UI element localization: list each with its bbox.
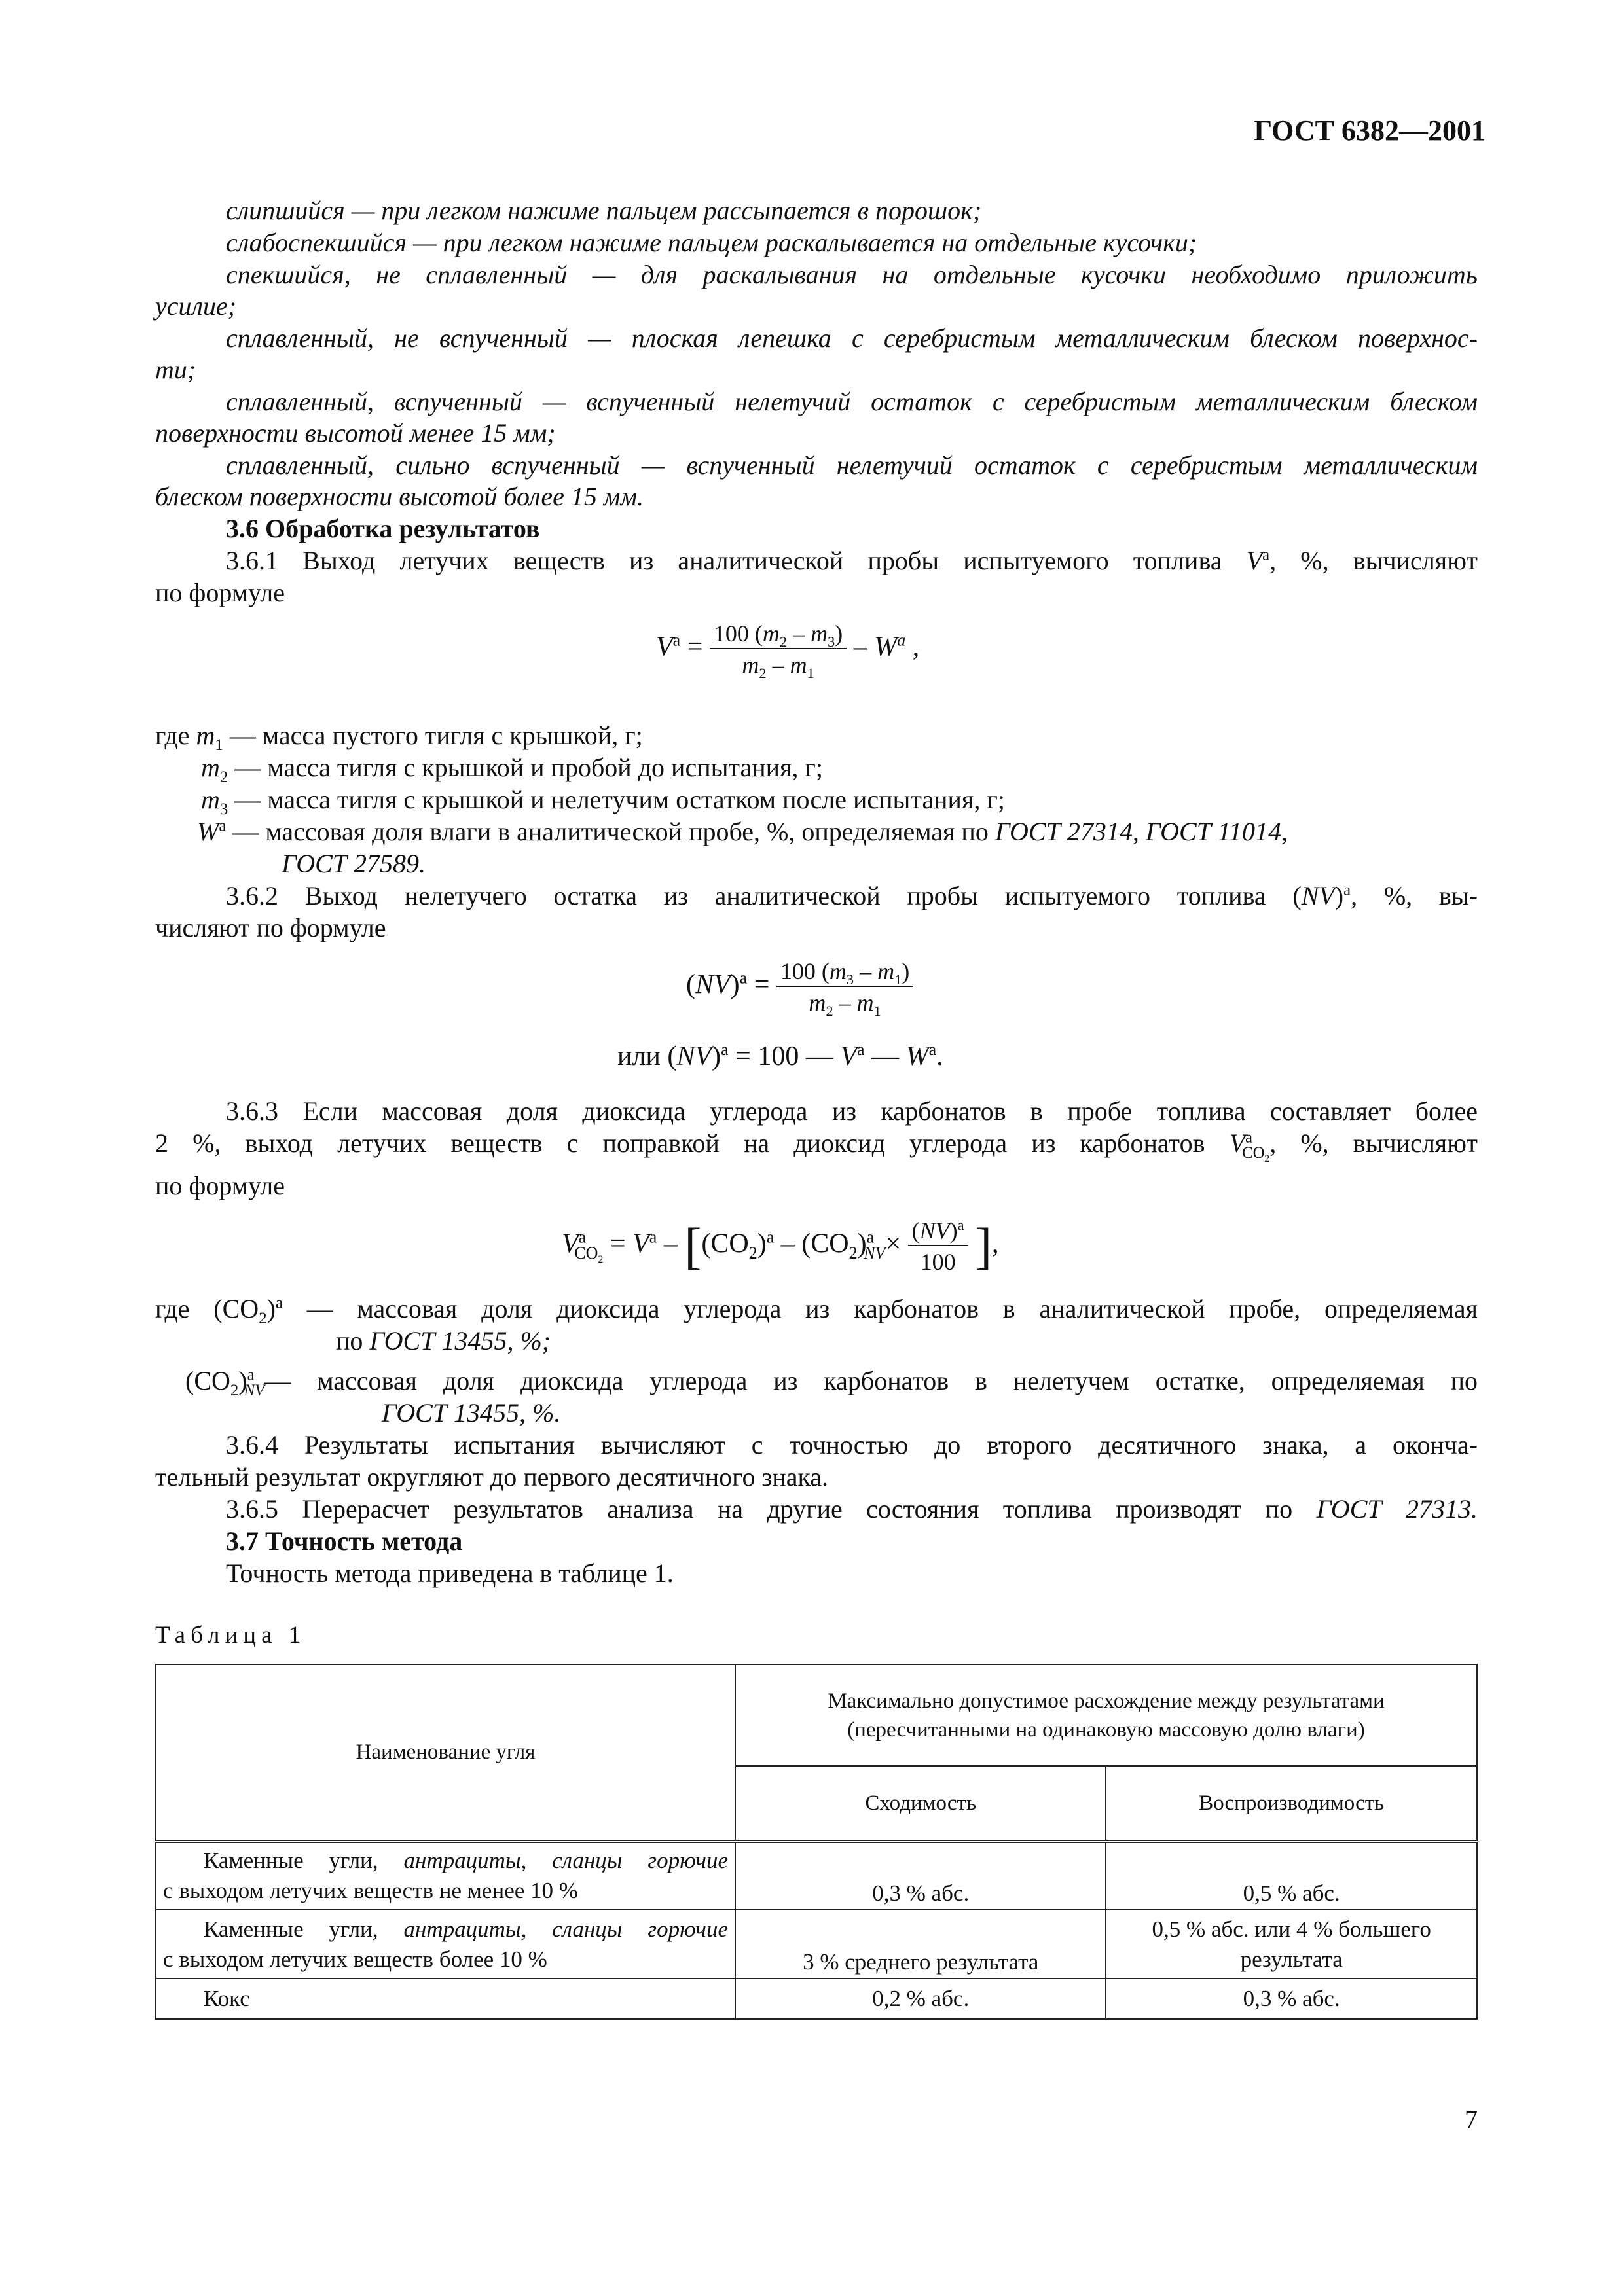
paragraph-line: по формуле — [155, 1171, 285, 1200]
table-cell: Кокс — [156, 1979, 735, 2019]
formula-nonvolatile-residue: (NV)$^a$ = $\frac{100 (m_3 - m_1)}{m_2 - m_1}$ — [686, 957, 913, 1017]
paragraph-3-6-1: 3.6.1 Выход летучих веществ из аналитической пробы испытуемого топлива $V^а$, %, вычисляют — [226, 546, 1478, 575]
formula-volatile-matter: $V^a$ = $\frac{100 (m_2 - m_3)}{m_2 - m_1}$ – $W^a$ , — [656, 620, 920, 682]
table-cell: 0,2 % абс. — [735, 1979, 1106, 2019]
paragraph-3-6-2: 3.6.2 Выход нелетучего остатка из аналитической пробы испытуемого топлива (NV)$^а$, %, вы- — [226, 881, 1478, 910]
where-co2: где $(CO_2)^a$ — массовая доля диоксида углерода из карбонатов в аналитической пробе, определяемая — [155, 1294, 1478, 1327]
residue-type-line: сплавленный, сильно вспученный — вспученный нелетучий остаток с серебристым металлическим — [226, 450, 1478, 480]
table-cell: Каменные угли, антрациты, сланцы горючие с выходом летучих веществ не менее 10 % — [156, 1841, 735, 1910]
residue-type-line: усилие; — [155, 291, 237, 321]
residue-type-line: блеском поверхности высотой более 15 мм. — [155, 482, 644, 511]
residue-type-line: сплавленный, не вспученный — плоская лепешка с серебристым металлическим блеском поверхнос- — [226, 323, 1478, 353]
residue-type-line: ти; — [155, 355, 196, 384]
where-m2: $m_2$ — масса тигля с крышкой и пробой до испытания, г; — [201, 753, 823, 786]
where-co2-nv-ref: ГОСТ 13455, %. — [382, 1398, 561, 1427]
table-cell: 0,5 % абс. — [1106, 1841, 1477, 1910]
paragraph-line: 2 %, выход летучих веществ с поправкой на диоксид углерода из карбонатов $V^a_{CO_2}$, %, вычисляют — [155, 1128, 1478, 1164]
section-heading: 3.6 Обработка результатов — [226, 514, 540, 543]
accuracy-table — [155, 1664, 1478, 2020]
residue-type-line: поверхности высотой менее 15 мм; — [155, 418, 556, 448]
column-header-convergence: Сходимость — [735, 1766, 1106, 1841]
residue-type-line: слабоспекшийся — при легком нажиме пальцем раскалывается на отдельные кусочки; — [226, 228, 1197, 257]
paragraph-3-7: Точность метода приведена в таблице 1. — [226, 1558, 674, 1588]
where-m1: где $m_1$ — масса пустого тигля с крышкой, г; — [155, 721, 643, 754]
paragraph-3-6-4: 3.6.4 Результаты испытания вычисляют с точностью до второго десятичного знака, а оконча- — [226, 1430, 1478, 1460]
table-cell: 0,3 % абс. — [735, 1841, 1106, 1910]
paragraph-line: по формуле — [155, 578, 285, 607]
formula-nonvolatile-alt: или (NV)$^a$ = 100 — $V^a$ — $W^a$. — [617, 1040, 943, 1071]
table-caption: Таблица 1 — [155, 1622, 306, 1649]
column-header-coal-type: Наименование угля — [156, 1664, 735, 1841]
table-row — [156, 1910, 1477, 1979]
paragraph-line: тельный результат округляют до первого десятичного знака. — [155, 1462, 829, 1492]
paragraph-line: числяют по формуле — [155, 913, 386, 942]
page-number: 7 — [1465, 2105, 1478, 2134]
residue-type-line: спекшийся, не сплавленный — для раскалывания на отдельные кусочки необходимо приложить — [226, 260, 1478, 289]
table-cell: 0,3 % абс. — [1106, 1979, 1477, 2019]
table-cell: 0,5 % абс. или 4 % большего результата — [1106, 1910, 1477, 1979]
formula-co2-corrected: $V^a_{CO_2} = V^a - [(CO_2)^a - (CO_2)^a_{NV}\times$ $\frac{(NV)^a}{100}$ ], — [562, 1217, 999, 1275]
table-cell: Каменные угли, антрациты, сланцы горючие с выходом летучих веществ более 10 % — [156, 1910, 735, 1979]
where-m3: $m_3$ — масса тигля с крышкой и нелетучим остатком после испытания, г; — [201, 785, 1005, 818]
paragraph-3-6-5: 3.6.5 Перерасчет результатов анализа на другие состояния топлива производят по ГОСТ 27313. — [226, 1494, 1478, 1524]
where-w-refs: ГОСТ 27589. — [282, 849, 426, 878]
where-co2-nv: $(CO_2)^a_{NV}—$ массовая доля диоксида углерода из карбонатов в нелетучем остатке, определяемая по — [185, 1366, 1478, 1399]
where-w: $W^a$ — массовая доля влаги в аналитической пробе, %, определяемая по ГОСТ 27314, ГОСТ 11014, — [197, 817, 1288, 846]
paragraph-3-6-3: 3.6.3 Если массовая доля диоксида углерода из карбонатов в пробе топлива составляет более — [226, 1096, 1478, 1126]
table-row — [156, 1841, 1477, 1910]
residue-type-line: слипшийся — при легком нажиме пальцем рассыпается в порошок; — [226, 196, 982, 225]
where-co2-ref: по ГОСТ 13455, %; — [336, 1326, 551, 1355]
table-cell: 3 % среднего результата — [735, 1910, 1106, 1979]
residue-type-line: сплавленный, вспученный — вспученный нелетучий остаток с серебристым металлическим блеском — [226, 387, 1478, 416]
table-row — [156, 1979, 1477, 2019]
document-header: ГОСТ 6382—2001 — [1254, 115, 1486, 147]
column-header-group: Максимально допустимое расхождение между результатами (пересчитанными на одинаковую массовую долю влаги) — [735, 1664, 1477, 1766]
column-header-reproducibility: Воспроизводимость — [1106, 1766, 1477, 1841]
section-heading: 3.7 Точность метода — [226, 1526, 463, 1556]
